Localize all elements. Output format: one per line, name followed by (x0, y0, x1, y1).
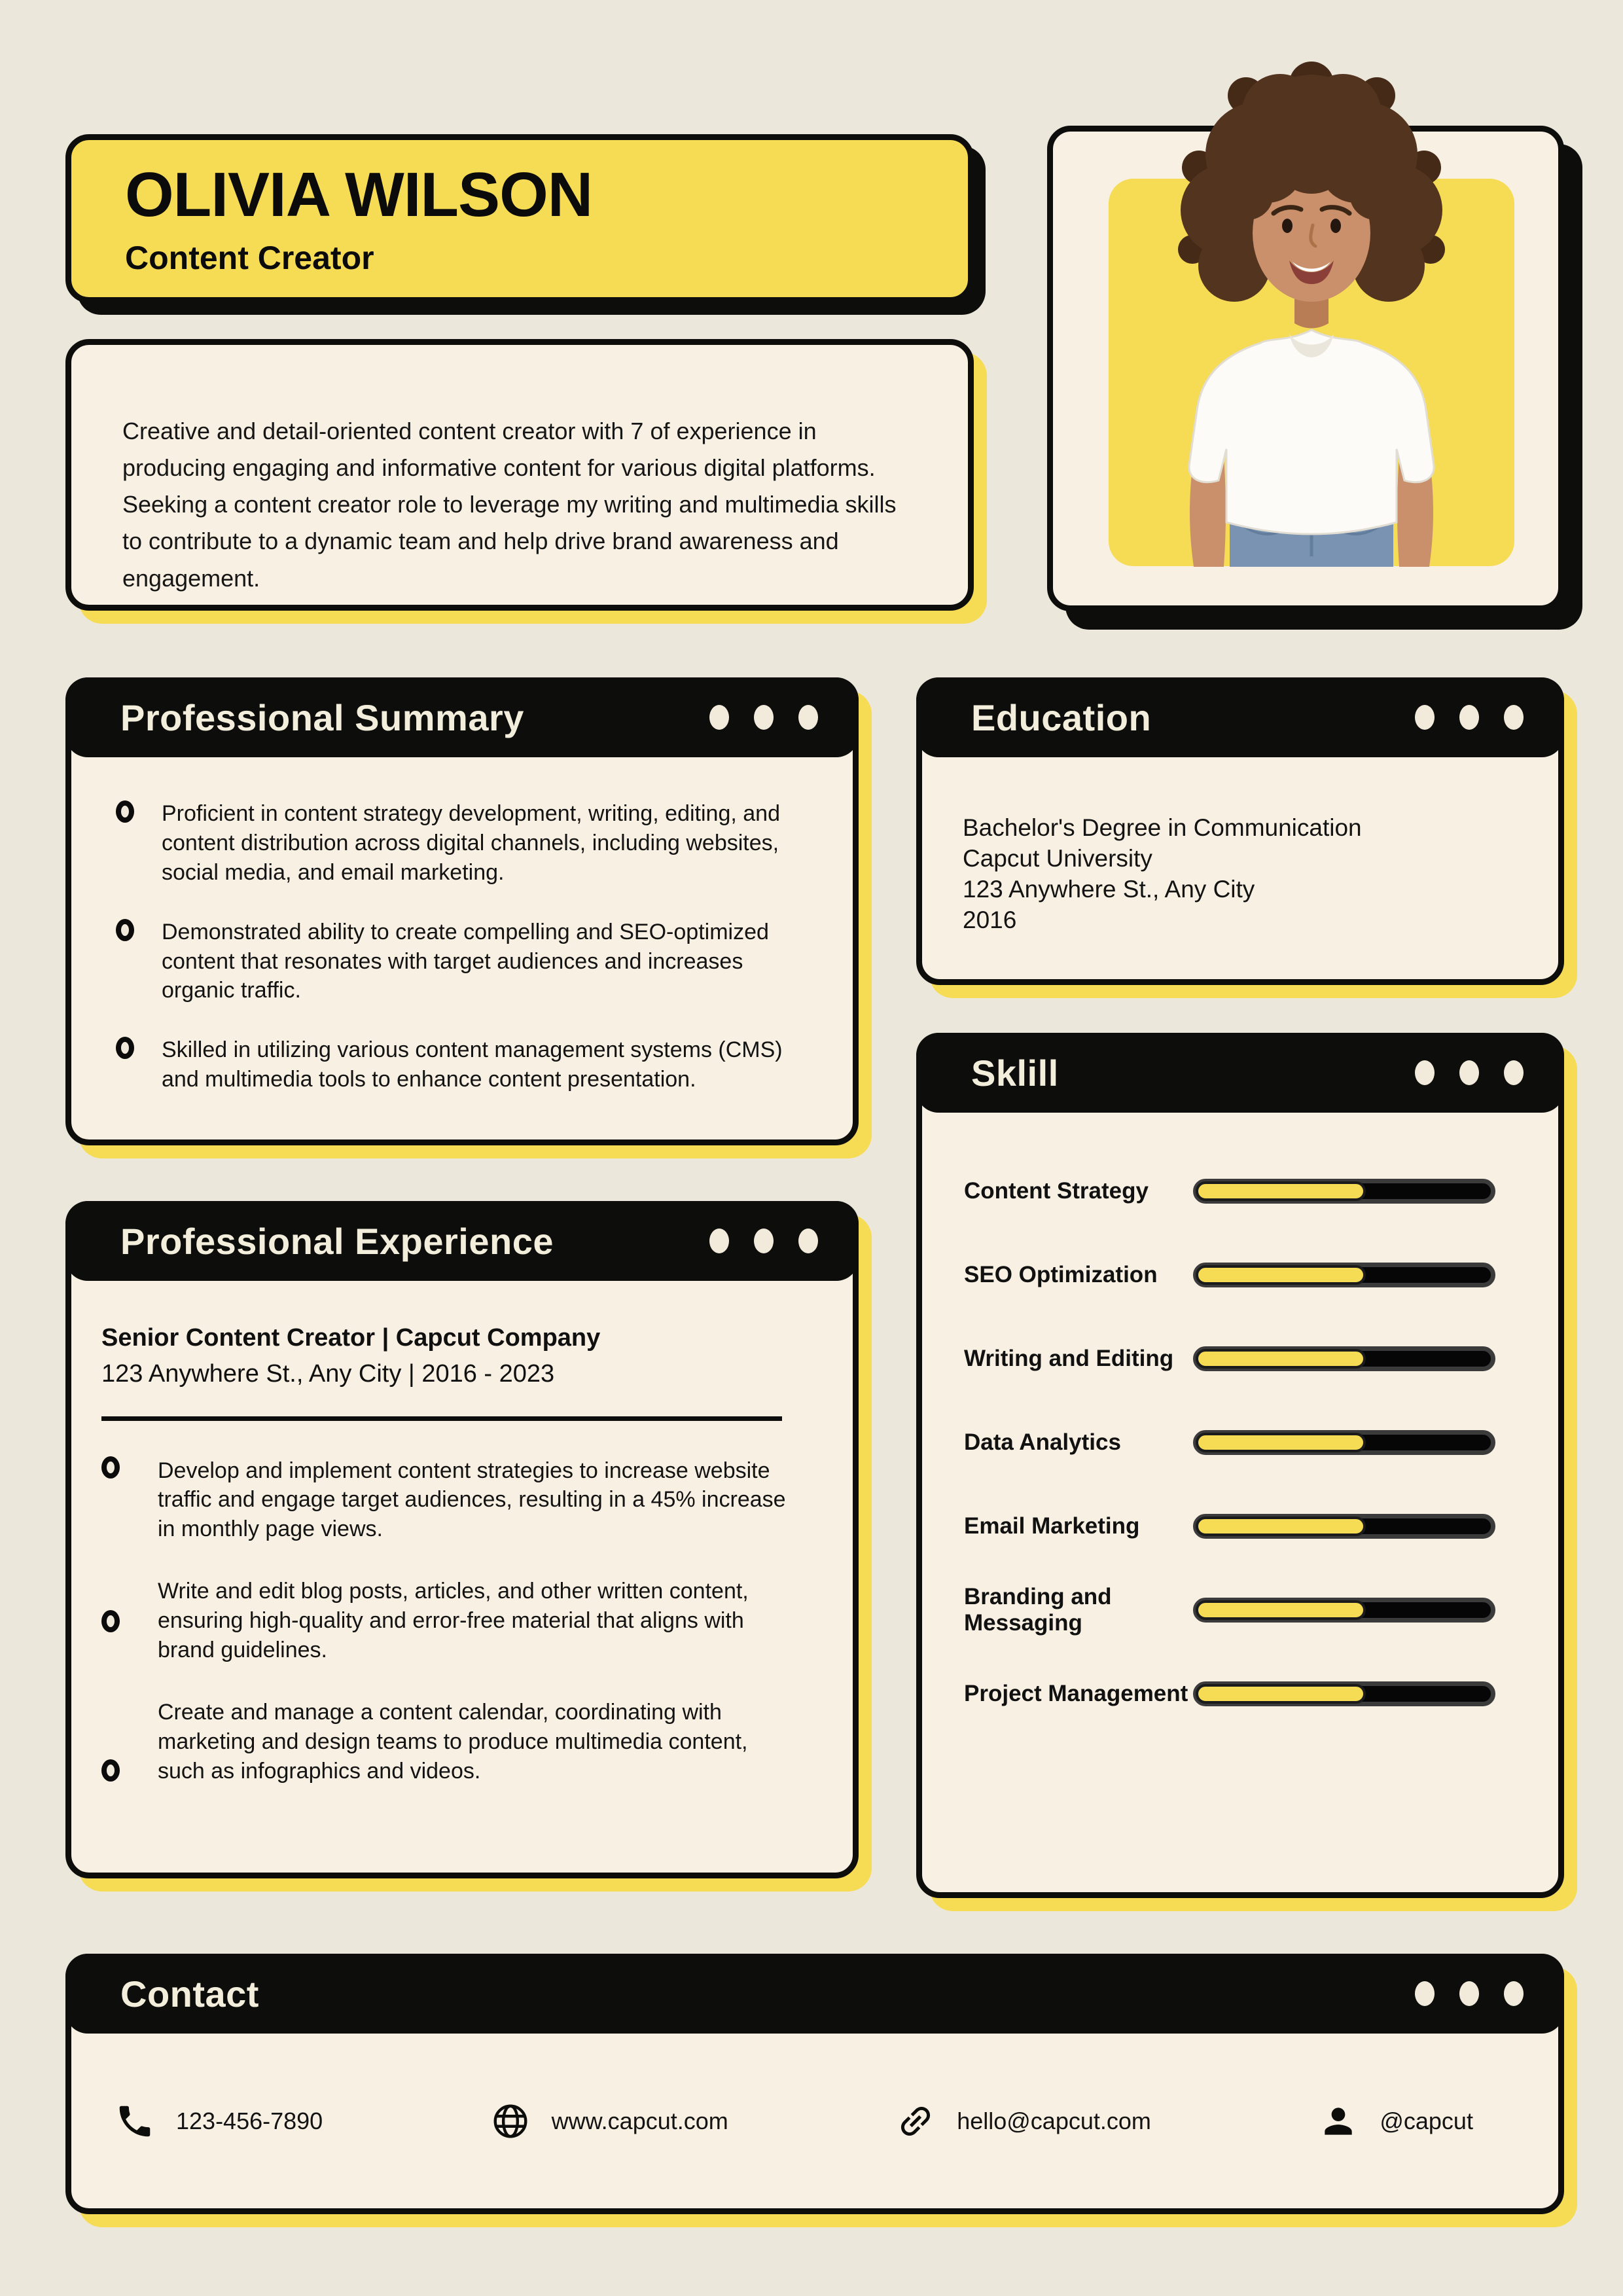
skill-bar-fill (1196, 1349, 1366, 1369)
skill-row (964, 1568, 1495, 1652)
education-school: Capcut University (963, 845, 1152, 872)
header-card (65, 134, 974, 303)
education-card (916, 677, 1564, 985)
globe-icon (490, 2101, 531, 2142)
professional-summary-card (65, 677, 859, 1145)
skill-bar (1193, 1430, 1495, 1455)
skill-bar (1193, 1598, 1495, 1623)
list-item (101, 1698, 800, 1786)
window-dot (1459, 705, 1479, 730)
summary-bullet: Skilled in utilizing various content management systems (CMS) and multimedia tools to enhance content presentation. (162, 1037, 783, 1092)
contact-item-phone (115, 2101, 323, 2142)
professional-summary-header (65, 677, 859, 757)
window-dot (709, 705, 729, 730)
skill-bar-fill (1196, 1684, 1366, 1704)
website-url: www.capcut.com (551, 2108, 728, 2134)
education-body (922, 757, 1558, 935)
experience-bullet: Develop and implement content strategies to increase website traffic and engage target audiences, resulting in a 45% increase in monthly page views. (158, 1458, 786, 1542)
window-control-dots (685, 705, 818, 730)
section-title: Sklill (971, 1052, 1059, 1094)
list-item (116, 799, 810, 888)
list-item (101, 1577, 800, 1665)
skill-bar-fill (1196, 1433, 1366, 1452)
skills-body (922, 1113, 1558, 1736)
window-dot (1415, 1060, 1435, 1085)
bullet-circle-icon (101, 1759, 120, 1782)
experience-role: Senior Content Creator | Capcut Company (101, 1324, 601, 1352)
skill-bar (1193, 1514, 1495, 1539)
link-icon (895, 2101, 936, 2142)
window-dot (1504, 705, 1524, 730)
skill-bar (1193, 1346, 1495, 1371)
education-degree: Bachelor's Degree in Communication (963, 814, 1362, 841)
skill-row (964, 1233, 1495, 1317)
skill-bar (1193, 1263, 1495, 1287)
professional-experience-card (65, 1201, 859, 1878)
bullet-circle-icon (116, 1037, 134, 1059)
social-handle: @capcut (1380, 2108, 1473, 2134)
list-item (101, 1456, 800, 1545)
section-title: Professional Experience (120, 1220, 554, 1262)
contact-header (65, 1954, 1564, 2034)
phone-icon (115, 2101, 155, 2142)
window-dot (1459, 1981, 1479, 2006)
experience-meta: 123 Anywhere St., Any City | 2016 - 2023 (101, 1360, 555, 1388)
contact-item-social (1318, 2101, 1473, 2142)
window-dot (798, 1229, 818, 1253)
window-dot (754, 1229, 774, 1253)
bullet-circle-icon (116, 919, 134, 941)
experience-bullet: Create and manage a content calendar, coordinating with marketing and design teams to produce multimedia content, such as infographics and videos. (158, 1699, 748, 1784)
window-dot (1504, 1981, 1524, 2006)
contact-card (65, 1954, 1564, 2214)
user-icon (1318, 2101, 1359, 2142)
skill-label: Writing and Editing (964, 1346, 1174, 1371)
skill-label: Project Management (964, 1681, 1188, 1706)
window-dot (798, 705, 818, 730)
education-header (916, 677, 1564, 757)
bullet-circle-icon (116, 800, 134, 823)
about-text: Creative and detail-oriented content creator with 7 of experience in producing engaging and informative content for various digital platforms. Seeking a content creator role to leverage my writing and multimedia skills to contribute to a dynamic team and help drive brand awareness and engagement. (122, 418, 897, 592)
skill-label: Email Marketing (964, 1513, 1140, 1539)
contact-item-email (895, 2101, 1151, 2142)
bullet-circle-icon (101, 1456, 120, 1479)
about-card (65, 339, 974, 611)
skill-bar-fill (1196, 1600, 1366, 1620)
list-item (116, 918, 810, 1006)
divider (101, 1416, 782, 1421)
window-control-dots (1390, 1981, 1524, 2006)
skill-bar-fill (1196, 1516, 1366, 1536)
skill-bar-fill (1196, 1181, 1366, 1201)
summary-bullet: Proficient in content strategy development, writing, editing, and content distribution across digital channels, including websites, social media, and email marketing. (162, 801, 780, 885)
window-dot (754, 705, 774, 730)
skill-row (964, 1317, 1495, 1401)
skills-card (916, 1033, 1564, 1898)
section-title: Professional Summary (120, 696, 524, 738)
window-dot (1504, 1060, 1524, 1085)
professional-summary-body (71, 757, 853, 1094)
skill-label: SEO Optimization (964, 1262, 1158, 1287)
experience-header (65, 1201, 859, 1281)
window-dot (709, 1229, 729, 1253)
window-dot (1415, 705, 1435, 730)
profile-photo (1096, 56, 1527, 567)
experience-body (71, 1281, 853, 1785)
skill-label: Data Analytics (964, 1429, 1121, 1455)
skill-label: Branding and Messaging (964, 1584, 1112, 1636)
contact-item-website (490, 2101, 728, 2142)
skill-row (964, 1401, 1495, 1484)
skill-bar (1193, 1179, 1495, 1204)
bullet-circle-icon (101, 1610, 120, 1632)
window-control-dots (685, 1229, 818, 1253)
window-control-dots (1390, 705, 1524, 730)
skills-header (916, 1033, 1564, 1113)
education-address: 123 Anywhere St., Any City (963, 876, 1255, 903)
person-job-title: Content Creator (125, 239, 374, 276)
summary-bullet: Demonstrated ability to create compelling and SEO-optimized content that resonates with target audiences and increases organic traffic. (162, 919, 769, 1003)
section-title: Education (971, 696, 1152, 738)
email-address: hello@capcut.com (957, 2108, 1151, 2134)
skill-row (964, 1484, 1495, 1568)
section-title: Contact (120, 1973, 259, 2015)
person-name: OLIVIA WILSON (125, 160, 593, 230)
skill-row (964, 1149, 1495, 1233)
window-dot (1459, 1060, 1479, 1085)
photo-card (1047, 126, 1564, 611)
window-dot (1415, 1981, 1435, 2006)
phone-number: 123-456-7890 (176, 2108, 323, 2134)
list-item (116, 1035, 810, 1094)
skill-row (964, 1652, 1495, 1736)
skill-label: Content Strategy (964, 1178, 1149, 1204)
education-year: 2016 (963, 906, 1017, 933)
window-control-dots (1390, 1060, 1524, 1085)
skill-bar-fill (1196, 1265, 1366, 1285)
experience-bullet: Write and edit blog posts, articles, and other written content, ensuring high-quality and error-free material that aligns with brand guidelines. (158, 1579, 749, 1662)
contact-body (71, 2034, 1558, 2209)
skill-bar (1193, 1681, 1495, 1706)
